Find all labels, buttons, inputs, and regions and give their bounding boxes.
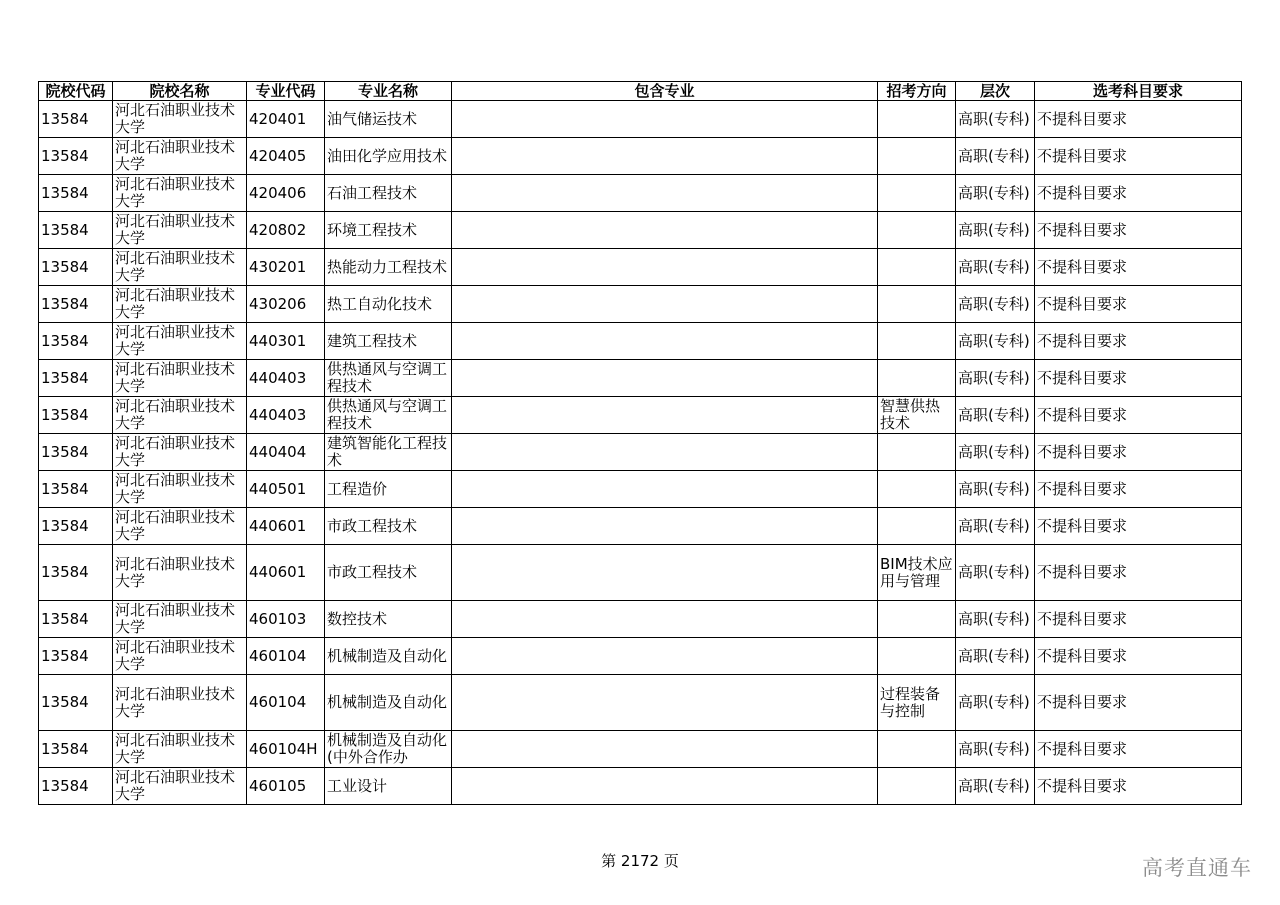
column-header: 招考方向	[878, 82, 956, 101]
included-majors-cell	[452, 638, 878, 675]
table-row	[39, 286, 1242, 323]
included-majors-cell	[452, 471, 878, 508]
major-code-cell: 430206	[247, 286, 325, 323]
included-majors-cell	[452, 545, 878, 601]
level-cell: 高职(专科)	[956, 508, 1035, 545]
level-cell: 高职(专科)	[956, 249, 1035, 286]
school-name-cell: 河北石油职业技术大学	[113, 249, 247, 286]
major-code-cell: 460104	[247, 638, 325, 675]
requirement-cell: 不提科目要求	[1035, 286, 1242, 323]
page-number: 第 2172 页	[601, 852, 679, 870]
column-header: 包含专业	[452, 82, 878, 101]
school-code-cell: 13584	[39, 434, 113, 471]
level-cell: 高职(专科)	[956, 397, 1035, 434]
admission-table	[38, 81, 1242, 805]
school-code-cell: 13584	[39, 471, 113, 508]
direction-cell	[878, 768, 956, 805]
direction-cell	[878, 601, 956, 638]
table-row	[39, 638, 1242, 675]
major-code-cell: 420802	[247, 212, 325, 249]
major-name-cell: 机械制造及自动化	[325, 675, 452, 731]
major-code-cell: 440404	[247, 434, 325, 471]
included-majors-cell	[452, 397, 878, 434]
major-name-cell: 建筑智能化工程技术	[325, 434, 452, 471]
level-cell: 高职(专科)	[956, 638, 1035, 675]
table-row	[39, 249, 1242, 286]
column-header: 院校代码	[39, 82, 113, 101]
school-code-cell: 13584	[39, 138, 113, 175]
requirement-cell: 不提科目要求	[1035, 434, 1242, 471]
major-name-cell: 市政工程技术	[325, 545, 452, 601]
level-cell: 高职(专科)	[956, 101, 1035, 138]
requirement-cell: 不提科目要求	[1035, 323, 1242, 360]
school-name-cell: 河北石油职业技术大学	[113, 638, 247, 675]
school-name-cell: 河北石油职业技术大学	[113, 434, 247, 471]
watermark-logo: 高考直通车	[1142, 856, 1252, 880]
included-majors-cell	[452, 768, 878, 805]
major-name-cell: 石油工程技术	[325, 175, 452, 212]
school-code-cell: 13584	[39, 101, 113, 138]
direction-cell	[878, 175, 956, 212]
major-code-cell: 440403	[247, 397, 325, 434]
included-majors-cell	[452, 508, 878, 545]
school-code-cell: 13584	[39, 360, 113, 397]
column-header: 院校名称	[113, 82, 247, 101]
major-name-cell: 工业设计	[325, 768, 452, 805]
table-row	[39, 768, 1242, 805]
table-row	[39, 545, 1242, 601]
requirement-cell: 不提科目要求	[1035, 545, 1242, 601]
included-majors-cell	[452, 286, 878, 323]
included-majors-cell	[452, 434, 878, 471]
major-name-cell: 油气储运技术	[325, 101, 452, 138]
table-row	[39, 212, 1242, 249]
school-code-cell: 13584	[39, 175, 113, 212]
included-majors-cell	[452, 101, 878, 138]
major-code-cell: 460104H	[247, 731, 325, 768]
school-code-cell: 13584	[39, 508, 113, 545]
level-cell: 高职(专科)	[956, 675, 1035, 731]
requirement-cell: 不提科目要求	[1035, 175, 1242, 212]
table-row	[39, 675, 1242, 731]
table-row	[39, 323, 1242, 360]
table-row	[39, 397, 1242, 434]
major-name-cell: 供热通风与空调工程技术	[325, 360, 452, 397]
major-name-cell: 机械制造及自动化(中外合作办	[325, 731, 452, 768]
level-cell: 高职(专科)	[956, 175, 1035, 212]
school-code-cell: 13584	[39, 768, 113, 805]
table-row	[39, 138, 1242, 175]
school-code-cell: 13584	[39, 638, 113, 675]
requirement-cell: 不提科目要求	[1035, 768, 1242, 805]
major-code-cell: 460103	[247, 601, 325, 638]
direction-cell	[878, 508, 956, 545]
major-name-cell: 环境工程技术	[325, 212, 452, 249]
major-name-cell: 油田化学应用技术	[325, 138, 452, 175]
included-majors-cell	[452, 601, 878, 638]
direction-cell: 过程装备与控制	[878, 675, 956, 731]
school-name-cell: 河北石油职业技术大学	[113, 101, 247, 138]
table-row	[39, 175, 1242, 212]
direction-cell	[878, 249, 956, 286]
school-name-cell: 河北石油职业技术大学	[113, 508, 247, 545]
included-majors-cell	[452, 249, 878, 286]
direction-cell	[878, 101, 956, 138]
major-code-cell: 430201	[247, 249, 325, 286]
level-cell: 高职(专科)	[956, 768, 1035, 805]
requirement-cell: 不提科目要求	[1035, 731, 1242, 768]
school-name-cell: 河北石油职业技术大学	[113, 471, 247, 508]
header-row	[39, 82, 1242, 101]
level-cell: 高职(专科)	[956, 212, 1035, 249]
school-name-cell: 河北石油职业技术大学	[113, 545, 247, 601]
school-code-cell: 13584	[39, 545, 113, 601]
included-majors-cell	[452, 731, 878, 768]
major-code-cell: 440403	[247, 360, 325, 397]
requirement-cell: 不提科目要求	[1035, 212, 1242, 249]
requirement-cell: 不提科目要求	[1035, 397, 1242, 434]
requirement-cell: 不提科目要求	[1035, 471, 1242, 508]
level-cell: 高职(专科)	[956, 360, 1035, 397]
level-cell: 高职(专科)	[956, 731, 1035, 768]
column-header: 层次	[956, 82, 1035, 101]
school-code-cell: 13584	[39, 249, 113, 286]
table-body	[39, 101, 1242, 805]
level-cell: 高职(专科)	[956, 434, 1035, 471]
major-name-cell: 热能动力工程技术	[325, 249, 452, 286]
major-code-cell: 420405	[247, 138, 325, 175]
direction-cell	[878, 212, 956, 249]
major-name-cell: 市政工程技术	[325, 508, 452, 545]
school-code-cell: 13584	[39, 601, 113, 638]
major-name-cell: 建筑工程技术	[325, 323, 452, 360]
school-name-cell: 河北石油职业技术大学	[113, 601, 247, 638]
requirement-cell: 不提科目要求	[1035, 508, 1242, 545]
school-code-cell: 13584	[39, 212, 113, 249]
table-row	[39, 508, 1242, 545]
major-name-cell: 机械制造及自动化	[325, 638, 452, 675]
school-name-cell: 河北石油职业技术大学	[113, 397, 247, 434]
requirement-cell: 不提科目要求	[1035, 601, 1242, 638]
school-name-cell: 河北石油职业技术大学	[113, 138, 247, 175]
school-name-cell: 河北石油职业技术大学	[113, 286, 247, 323]
major-name-cell: 供热通风与空调工程技术	[325, 397, 452, 434]
school-code-cell: 13584	[39, 323, 113, 360]
major-code-cell: 420401	[247, 101, 325, 138]
table-row	[39, 731, 1242, 768]
requirement-cell: 不提科目要求	[1035, 249, 1242, 286]
direction-cell	[878, 323, 956, 360]
major-name-cell: 工程造价	[325, 471, 452, 508]
table-row	[39, 601, 1242, 638]
column-header: 选考科目要求	[1035, 82, 1242, 101]
level-cell: 高职(专科)	[956, 323, 1035, 360]
table-row	[39, 471, 1242, 508]
direction-cell	[878, 471, 956, 508]
school-name-cell: 河北石油职业技术大学	[113, 675, 247, 731]
school-code-cell: 13584	[39, 731, 113, 768]
major-code-cell: 420406	[247, 175, 325, 212]
table-row	[39, 360, 1242, 397]
included-majors-cell	[452, 675, 878, 731]
requirement-cell: 不提科目要求	[1035, 360, 1242, 397]
major-code-cell: 440601	[247, 508, 325, 545]
level-cell: 高职(专科)	[956, 286, 1035, 323]
direction-cell	[878, 360, 956, 397]
direction-cell: BIM技术应用与管理	[878, 545, 956, 601]
table-header	[39, 82, 1242, 101]
school-name-cell: 河北石油职业技术大学	[113, 175, 247, 212]
level-cell: 高职(专科)	[956, 138, 1035, 175]
school-name-cell: 河北石油职业技术大学	[113, 768, 247, 805]
direction-cell	[878, 434, 956, 471]
requirement-cell: 不提科目要求	[1035, 138, 1242, 175]
requirement-cell: 不提科目要求	[1035, 638, 1242, 675]
school-name-cell: 河北石油职业技术大学	[113, 731, 247, 768]
included-majors-cell	[452, 323, 878, 360]
direction-cell	[878, 138, 956, 175]
level-cell: 高职(专科)	[956, 545, 1035, 601]
major-code-cell: 460104	[247, 675, 325, 731]
major-code-cell: 460105	[247, 768, 325, 805]
requirement-cell: 不提科目要求	[1035, 101, 1242, 138]
included-majors-cell	[452, 360, 878, 397]
column-header: 专业代码	[247, 82, 325, 101]
column-header: 专业名称	[325, 82, 452, 101]
level-cell: 高职(专科)	[956, 471, 1035, 508]
major-name-cell: 热工自动化技术	[325, 286, 452, 323]
level-cell: 高职(专科)	[956, 601, 1035, 638]
school-code-cell: 13584	[39, 286, 113, 323]
school-code-cell: 13584	[39, 397, 113, 434]
major-code-cell: 440601	[247, 545, 325, 601]
direction-cell	[878, 638, 956, 675]
requirement-cell: 不提科目要求	[1035, 675, 1242, 731]
direction-cell: 智慧供热技术	[878, 397, 956, 434]
direction-cell	[878, 286, 956, 323]
school-name-cell: 河北石油职业技术大学	[113, 212, 247, 249]
school-code-cell: 13584	[39, 675, 113, 731]
school-name-cell: 河北石油职业技术大学	[113, 360, 247, 397]
major-code-cell: 440301	[247, 323, 325, 360]
major-name-cell: 数控技术	[325, 601, 452, 638]
table-row	[39, 101, 1242, 138]
direction-cell	[878, 731, 956, 768]
table-row	[39, 434, 1242, 471]
major-code-cell: 440501	[247, 471, 325, 508]
included-majors-cell	[452, 175, 878, 212]
included-majors-cell	[452, 138, 878, 175]
school-name-cell: 河北石油职业技术大学	[113, 323, 247, 360]
included-majors-cell	[452, 212, 878, 249]
